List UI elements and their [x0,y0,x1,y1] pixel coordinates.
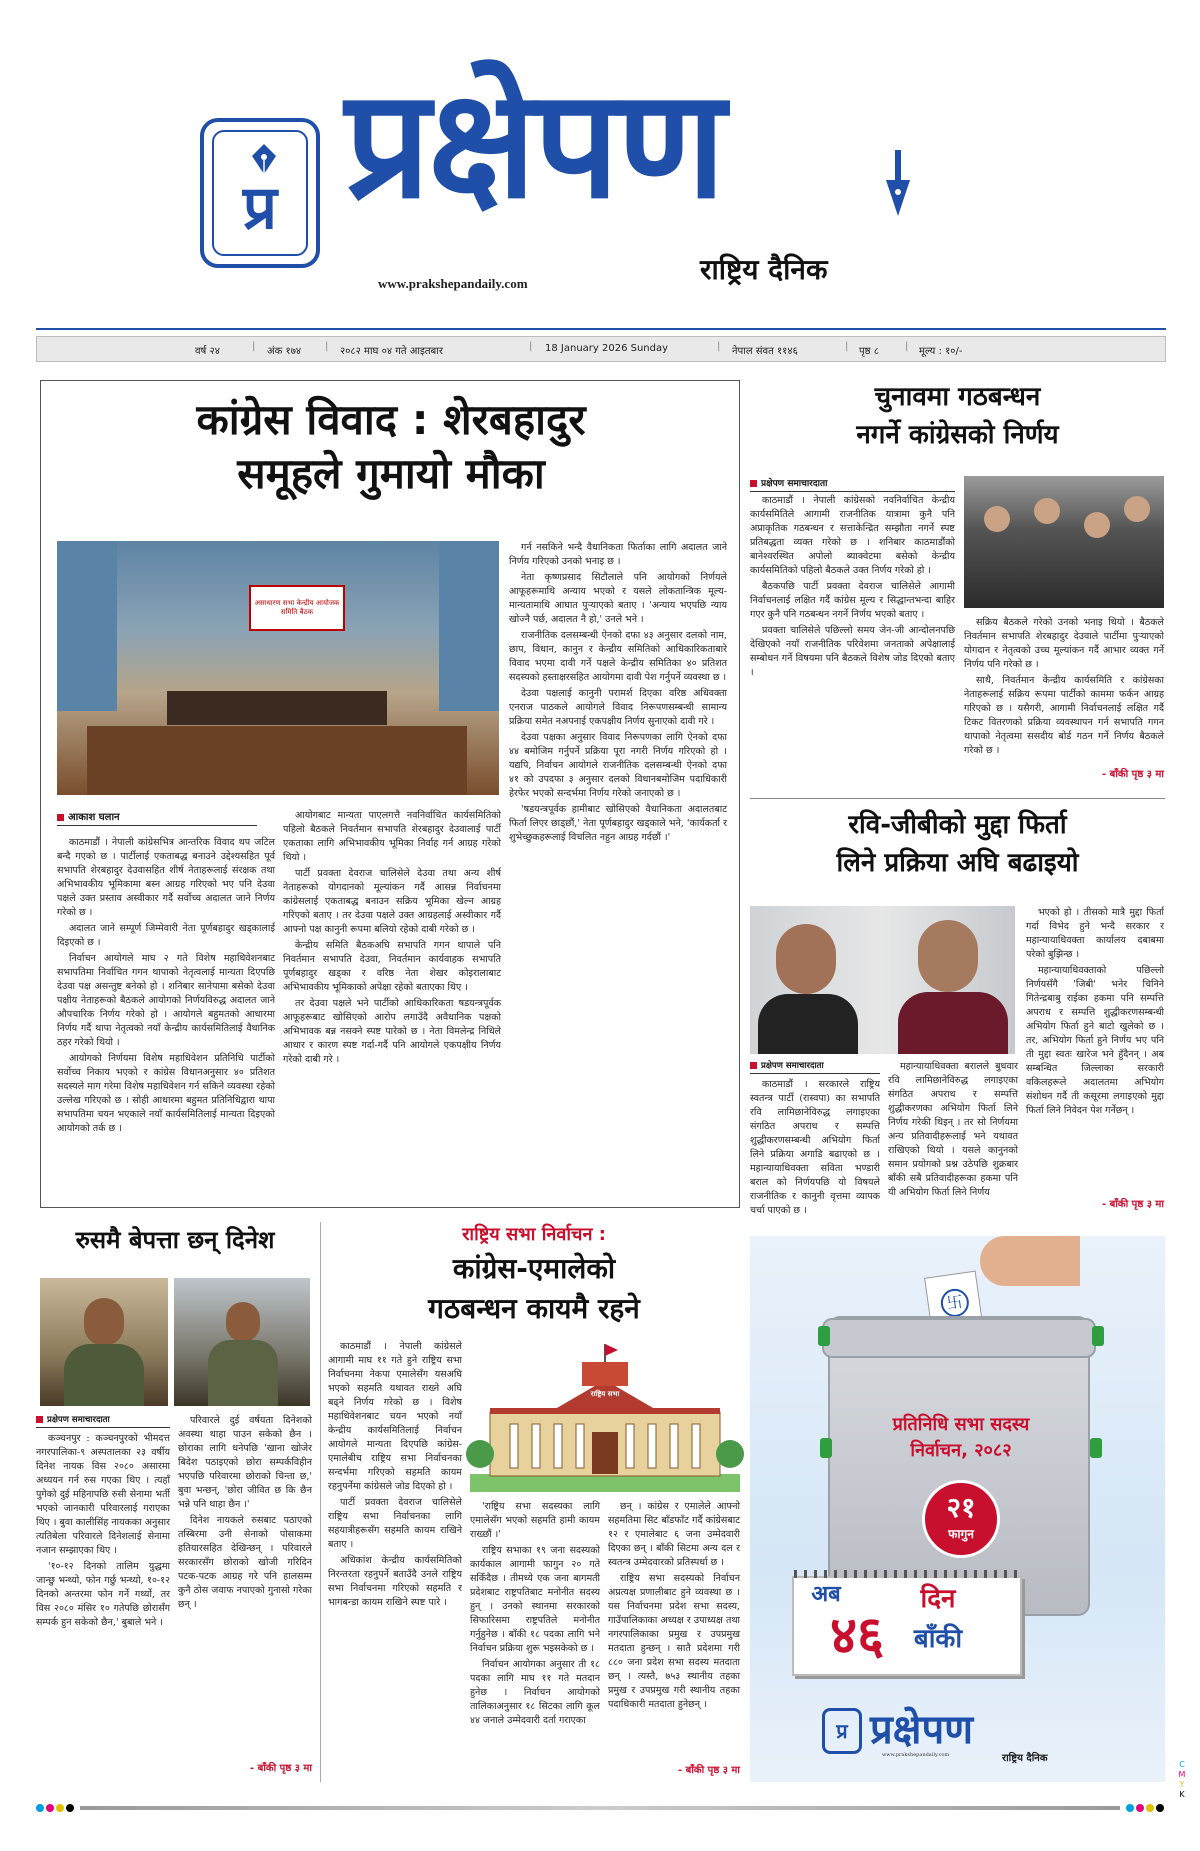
alliance-continued[interactable]: - बाँकी पृष्ठ ३ मा [1102,769,1164,780]
column-divider [320,1222,321,1782]
lead-col-2: आयोगबाट मान्यता पाएलगत्तै नवनिर्वाचित कार्यसमितिको पहिलो बैठकले निवर्तमान सभापति शेरबहादुर देउवालाई पार्टी एकताका लागि अभिभावकीय भूमिका निर्वाह गर्न आग्रह गरेको थियो । पार्टी प्रवक्ता देवराज चालिसेले देउवा तथा अन्य शीर्ष नेताहरूको योगदानको मूल्यांकन गर्दै आसन्न निर्वाचनमा कांग्रेसलाई एकताबद्ध बनाउन सक्रिय भूमिका खेल्न आग्रह गरिएको बताए । तर देउवा पक्षले उक्त आग्रहलाई अस्वीकार गर्दै आफ्नो पक्ष कानुनी रूपमा बलियो रहेको दाबी गरेको छ । केन्द्रीय समिति बैठकअघि सभापति गगन थापाले पनि निवर्तमान सभापति देउवा, निवर्तमान कार्यवाहक सभापति पूर्णबहादुर खड्का र वरिष्ठ नेता शेखर कोइरालाबाट अभिभावकीय भूमिकाको अपेक्षा रहेको बताएका थिए । तर देउवा पक्षले भने पार्टीको आधिकारिकता षडयन्त्रपूर्वक आफूहरूबाट खोसिएको आरोप लगाउँदै अवैधानिक पक्षको अभिभावक बन्न नसक्ने स्पष्ट पारेको छ । नेता विमलेन्द्र निधिले आधार र कारण स्पष्ट गर्दा-गर्दै पनि आयोगले एकपक्षीय निर्णय गरेको दाबी गरे । [283,810,501,1065]
info-bar: वर्ष २४ | अंक १७४ | २०८२ माघ ०४ गते आइतबार | 18 January 2026 Sunday | नेपाल संवत ११४६ | पृष्ठ ८ | मूल्य : १०/- [36,336,1166,362]
ad-title-1: प्रतिनिधि सभा सदस्य [892,1414,1030,1435]
lead-story [40,380,740,1208]
ad-brand-name: प्रक्षेपण [870,1707,974,1753]
ad-brand [822,1700,1122,1776]
na-headline-2: गठबन्धन कायमै रहने [428,1292,640,1325]
website-url[interactable]: www.prakshepandaily.com [378,276,528,291]
date-number: २१ [946,1491,976,1524]
dinesh-col-1: कञ्चनपुर : कञ्चनपुरको भीमदत्त नगरपालिका-९ अस्पतालका २३ वर्षीय दिनेश नायक विस २०८० असारमा अध्ययन गर्न रुस गएका थिए । त्यहाँ पुगेको दुई महिनापछि रुसी सेनामा भर्ती भएको जानकारी परिवारलाई गराएका थिए । बुवा कालीसिंह नायकका अनुसार त्यतिबेला परिवारले दिनेशलाई सेनामा नजान सम्झाएका थिए । '१०-१२ दिनको तालिम युद्धमा जान्छु भन्थ्यो, फोन गर्छु भन्थ्यो, १०-१२ दिनको अन्तरमा फोन गर्ने गर्थ्यो, तर विस २०८० मंसिर १० गतेपछि छोरासँग सम्पर्क हुन सकेको छैन,' बुबाले भने । [36,1433,170,1628]
na-kicker: राष्ट्रिय सभा निर्वाचन : [462,1224,606,1245]
rabi-headline-1: रवि-जीबीको मुद्दा फिर्ता [848,810,1067,840]
countdown-prefix: अब [811,1582,841,1607]
meeting-banner: असाधारण सभा केन्द्रीय आयोजक समिति बैठक [249,585,345,631]
registration-dots-left [36,1804,76,1812]
dinesh-byline: प्रक्षेपण समाचारदाता [36,1414,170,1428]
rabi-byline: प्रक्षेपण समाचारदाता [750,1060,880,1074]
na-col-3: छन् । कांग्रेस र एमालेले आफ्नो सहमतिमा सिट बाँडफाँट गर्दै कांग्रेसबाट १२ र एमालेबाट ६ जना उम्मेदवारी दिएका छन् । बाँकी सिटमा अन्य दल र स्वतन्त्र उम्मेदवारको प्रतिस्पर्धा छ । राष्ट्रिय सभा सदस्यको निर्वाचन अप्रत्यक्ष प्रणालीबाट हुने व्यवस्था छ । यस निर्वाचनमा प्रदेश सभा सदस्य, गाउँपालिकाका अध्यक्ष र उपाध्यक्ष तथा नगरपालिकाका प्रमुख र उपप्रमुख मतदाता हुन्छन् । सातै प्रदेशमा गरी ८८० जना प्रदेश सभा सदस्य मतदाता छन् । त्यस्तै, ७५३ स्थानीय तहका प्रमुख र उपप्रमुख गरी स्थानीय तहका पदाधिकारी मतदाता हुनेछन् । [608,1501,740,1710]
nepali-date: २०८२ माघ ०४ गते आइतबार [340,346,443,357]
title-nib-icon [880,150,916,220]
bottom-rule [80,1806,1120,1810]
cmyk-marks: C M Y K [1178,1760,1186,1799]
dinesh-continued[interactable]: - बाँकी पृष्ठ ३ मा [250,1763,312,1774]
parliament-building-illustration [470,1342,740,1492]
ad-title-2: निर्वाचन, २०८२ [910,1440,1012,1461]
ad-logo: प्र [822,1708,862,1754]
lead-col-3: गर्न नसकिने भन्दै वैधानिकता फिर्ताका लागि अदालत जाने निर्णय गरिएको उनको भनाइ छ । नेता कृष्णप्रसाद सिटौलाले पनि आयोगको निर्णयले आफूहरूमाथि अन्याय भएको र यसले लोकतान्त्रिक मूल्य-मान्यतामाथि आघात पुऱ्याएको बताए । 'अन्याय भएपछि न्याय खोज्नै पर्छ, अदालत नै हो,' उनले भने । राजनीतिक दलसम्बन्धी ऐनको दफा ४३ अनुसार दलको नाम, छाप, विधान, कानुन र केन्द्रीय समितिको आधिकारिकताबारे विवाद भएमा दावी गर्ने पक्षले केन्द्रीय समितिका ४० प्रतिशत सदस्यको हस्ताक्षरसहित आयोगमा दावी पेश गर्नुपर्ने व्यवस्था छ । देउवा पक्षलाई कानुनी परामर्श दिएका वरिष्ठ अधिवक्ता एनराज पाठकले आयोगले विवाद निरूपणसम्बन्धी सामान्य प्रक्रिया समेत नअपनाई एकपक्षीय निर्णय सुनाएको दावी गरे । देउवा पक्षका अनुसार विवाद निरूपणका लागि ऐनको दफा ४४ बमोजिम गर्नुपर्ने प्रक्रिया पूरा नगरी निर्णय गरिएको हो । यद्यपि, निर्वाचन आयोगले राजनीतिक दलसम्बन्धी ऐनको दफा ४१ को उपदफा ३ अनुसार दलको विधानबमोजिम पदाधिकारी हेरफेर भएको सन्दर्भमा निर्णय गरेको जनाएको छ । 'षडयन्त्रपूर्वक हामीबाट खोसिएको वैधानिकता अदालतबाट फिर्ता लिएर छाड्छौं,' नेता पूर्णबहादुर खड्काले भने, 'कार्यकर्ता र शुभेच्छुकहरूलाई विचलित नहुन आग्रह गर्दछौं ।' [509,542,727,843]
masthead-rule [36,328,1166,330]
rabi-continued[interactable]: - बाँकी पृष्ठ ३ मा [1102,1199,1164,1210]
rabi-story [750,806,1165,1216]
rabi-photo [750,906,1015,1054]
registration-dots-right [1126,1804,1166,1812]
election-ad [750,1236,1165,1782]
page-number: पृष्ठ ८ [859,346,879,357]
national-assembly-story [328,1222,740,1782]
rabi-col-2: महान्यायाधिवक्ता बरालले बुधवार रवि लामिछानेविरुद्ध लगाइएका संगठित अपराध र सम्पत्ति शुद्धीकरणका अभियोग फिर्ता लिने निर्णय गरेकी थिइन् । तर सो निर्णयमा अन्य प्रतिवादीहरूलाई भने यथावत राखिएको थियो । यसले कानुनको समान प्रयोगको प्रश्न उठेपछि शुक्रबार बाँकी सबै प्रतिवादीहरूका हकमा पनि यी अभियोग फिर्ता लिने निर्णय [888,1061,1018,1198]
lead-byline: आकाश घलान [57,809,257,826]
na-col-1: काठमाडौं । नेपाली कांग्रेसले आगामी माघ ११ गते हुने राष्ट्रिय सभा निर्वाचनमा नेकपा एमालेसँग यसअघि भएको सहमति यथावत राख्ने अघि बढ्ने निर्णय गरेको छ । विशेष महाधिवेशनबाट चयन भएको नयाँ केन्द्रीय कार्यसमितिलाई निर्वाचन आयोगले मान्यता दिएपछि कांग्रेस-एमालेबीच राष्ट्रिय सभा निर्वाचनका सन्दर्भमा गरिएको सहमति कायम रहनुपर्नेमा कांग्रेसले जोड दिएको हो । पार्टी प्रवक्ता देवराज चालिसेले राष्ट्रिय सभा निर्वाचनका लागि सहयात्रीहरूसँग सहमति कायम राखिने बताए । अधिकांश केन्द्रीय कार्यसमितिको निरन्तरता रहनुपर्ने बताउँदै उनले राष्ट्रिय सभा निर्वाचनमा गरिएको सहमति र भागबन्डा कायम राखिने स्पष्ट पारे । [328,1341,462,1608]
countdown-number: ४६ [829,1606,885,1666]
rabi-col-3: भएको हो । तीसको मात्रै मुद्दा फिर्ता गर्दा विभेद हुने भन्दै सरकार र महान्यायाधिवक्ता कार्यालय दबाबमा परेको बुझिन्छ । महान्यायाधिवक्ताको पछिल्लो निर्णयसँगै 'जिबी' भनेर चिनिने गितेन्द्रबाबु राईका हकमा पनि सम्पत्ति अपराध र सम्पत्ति शुद्धीकरणसम्बन्धी अभियोग फिर्ता हुने बाटो खुलेको छ । तर, अभियोग फिर्ता हुने निर्णय भए पनि ती मुद्दा स्वतः खारेज भने हुँदैनन् । अब सम्बन्धित जिल्लाका सरकारी वकिलहरूले अदालतमा अभियोग संशोधन गर्दै ती कसूरमा लगाइएको मुद्दा फिर्ता लिने निवेदन पेश गर्नेछन् । [1026,907,1164,1116]
dinesh-headline: रुसमै बेपत्ता छन् दिनेश [75,1226,275,1254]
english-date: 18 January 2026 Sunday [545,343,669,354]
alliance-col-1: काठमाडौं । नेपाली कांग्रेसको नवनिर्वाचित केन्द्रीय कार्यसमितिले आगामी राजनीतिक यात्रामा कुनै पनि अप्राकृतिक गठबन्धन र सत्ताकेन्द्रित सम्झौता नगर्ने स्पष्ट प्रतिबद्धता व्यक्त गरेको छ । शनिबार काठमाडौंको बानेश्वरस्थित अपोलो ब्याक्वेटमा बसेको केन्द्रीय कार्यसमितिको पहिलो बैठकले उक्त निर्णय गरेको हो । बैठकपछि पार्टी प्रवक्ता देवराज चालिसेले आगामी निर्वाचनलाई लक्षित गर्दै कांग्रेस मूल्य र सिद्धान्तभन्दा बाहिर गएर कुनै पनि गठबन्धन नगर्ने निर्णय भएको बताए । प्रवक्ता चालिसेले पछिल्लो समय जेन-जी आन्दोलनपछि देखिएको नयाँ राजनीतिक परिवेशमा जनताको अपेक्षालाई सम्बोधन गर्ने विषयमा पनि बैठकले विशेष जोड दिएको बताए । [750,495,955,678]
na-col-2: 'राष्ट्रिय सभा सदस्यका लागि एमालेसँग भएको सहमति हामी कायम राख्छौं ।' राष्ट्रिय सभाका १९ जना सदस्यको कार्यकाल आगामी फागुन २० गते सकिँदैछ । तीमध्ये एक जना बागमती प्रदेशबाट राष्ट्रपतिबाट मनोनीत सदस्य हुन् । उनको स्थानमा सरकारको सिफारिसमा राष्ट्रपतिले मनोनीत गर्नुहुनेछ । बाँकी १८ पदका लागि भने निर्वाचन प्रक्रिया शुरू भइसकेको छ । निर्वाचन आयोगका अनुसार ती १८ पदका लागि माघ ११ गते मतदान हुनेछ । निर्वाचन आयोगको तालिकाअनुसार १८ सिटका लागि कूल ४४ जनाले उम्मेदवारी दर्ता गराएका [470,1501,600,1726]
election-date-badge [922,1480,1000,1558]
countdown-unit-1: दिन [920,1584,956,1614]
divider [750,798,1165,799]
na-continued[interactable]: - बाँकी पृष्ठ ३ मा [678,1765,740,1776]
alliance-col-2: सक्रिय बैठकले गरेको उनको भनाइ थियो । बैठकले निवर्तमान सभापति शेरबहादुर देउवाले पार्टीमा पुऱ्याएको योगदान र नेतृत्वको उच्च मूल्यांकन गर्दै आभार व्यक्त गर्ने निर्णय पनि गरेको छ । साथै, निवर्तमान केन्द्रीय कार्यसमिति र कांग्रेसका नेताहरूलाई सक्रिय रूपमा पार्टीको काममा फर्कन आग्रह गरिएको छ । यसैगरी, आगामी निर्वाचनलाई लक्षित गर्दै टिकट वितरणको प्रक्रिया व्यवस्थापन गर्न सभापति गगन थापाको नेतृत्वमा ससदीय बोर्ड गठन गर्ने निर्णय बैठकले गरेको छ । [964,617,1164,756]
logo-letter: प्र [242,173,278,243]
rabi-col-1: काठमाडौं । सरकारले राष्ट्रिय स्वतन्त्र पार्टी (रास्वपा) का सभापति रवि लामिछानेविरुद्ध लगाइएका संगठित अपराध र सम्पत्ति शुद्धीकरणसम्बन्धी अभियोग फिर्ता लिने प्रक्रिया अगाडि बढाएको छ । महान्यायाधिवक्ता सविता भण्डारी बराल को निर्णयपछि यो विषयले राजनीतिक र कानुनी वृत्तमा व्यापक चर्चा पाएको छ । [750,1079,880,1216]
logo-emblem [200,118,320,268]
building-label: राष्ट्रिय सभा [590,1390,620,1398]
dinesh-photo-1 [40,1278,168,1406]
rabi-headline-2: लिने प्रक्रिया अघि बढाइयो [836,848,1079,878]
lead-headline-2: समूहले गुमायो मौका [237,449,545,498]
alliance-story [750,380,1165,790]
newspaper-title: प्रक्षेपण [345,58,724,232]
alliance-headline-2: नगर्ने कांग्रेसको निर्णय [856,420,1059,450]
ad-brand-website: www.prakshepandaily.com [882,1752,950,1758]
alliance-byline: प्रक्षेपण समाचारदाता [750,476,955,492]
issue: अंक १७४ [267,346,302,357]
lead-headline-1: कांग्रेस विवाद : शेरबहादुर [196,395,586,444]
newspaper-tagline: राष्ट्रिय दैनिक [700,253,828,286]
alliance-photo [964,476,1164,608]
dinesh-photo-2 [174,1278,310,1406]
countdown-unit-2: बाँकी [913,1624,963,1654]
dinesh-story [36,1222,314,1782]
lead-photo [57,541,499,795]
ad-brand-tagline: राष्ट्रिय दैनिक [1002,1753,1048,1764]
nepal-sambat: नेपाल संवत ११४६ [732,346,798,357]
ballot-symbol: 卐 [939,1287,971,1319]
price: मूल्य : १०/- [919,346,963,357]
hand-illustration [980,1236,1080,1286]
lead-col-1: काठमाडौं । नेपाली कांग्रेसभित्र आन्तरिक विवाद थप जटिल बन्दै गएको छ । पार्टीलाई एकताबद्ध बनाउने उद्देश्यसहित पूर्व सभापति शेरबहादुर देउवासहित शीर्ष नेताहरूलाई संरक्षक तथा अभिभावकीय भूमिकामा बस्न आग्रह गरिएको भए पनि देउवा पक्षले उक्त प्रस्ताव अस्वीकार गर्दै सर्वोच्च अदालत जाने निर्णय गरेको छ । अदालत जाने सम्पूर्ण जिम्मेवारी नेता पूर्णबहादुर खड्कालाई दिइएको छ । निर्वाचन आयोगले माघ २ गते विशेष महाधिवेशनबाट सभापतिमा निर्वाचित गगन थापाको नेतृत्वलाई मान्यता दिएपछि देउवा पक्ष असन्तुष्ट बनेको हो । शनिबार सानेपामा बसेको देउवा पक्षीय नेताहरूको बैठकले आयोगको निर्णयविरुद्ध अदालत जाने औपचारिक निर्णय गरेको हो । आयोगले बहुमतको आधारमा निर्णय गर्दै थापा नेतृत्वको नयाँ केन्द्रीय कार्यसमितिलाई वैधानिक ठहर गरेको थियो । आयोगको निर्णयमा विशेष महाधिवेशन प्रतिनिधि पार्टीको सर्वोच्च निकाय भएको र कांग्रेस विधानअनुसार ४० प्रतिशत सदस्यले माग गरेमा विशेष महाधिवेशन गर्न सकिने व्यवस्था रहेको उल्लेख गरिएको छ । सोही आधारमा बहुमत प्रतिनिधिद्वारा थापा सभापतिमा चयन भएकाले नयाँ कार्यसमितिलाई मान्यता दिइएको आयोगको तर्क छ । [57,837,275,1134]
date-month: फागुन [948,1527,974,1541]
na-headline-1: कांग्रेस-एमालेको [452,1252,616,1285]
alliance-headline-1: चुनावमा गठबन्धन [874,382,1041,412]
countdown-calendar [792,1576,1022,1676]
masthead [0,0,1200,330]
volume: वर्ष २४ [195,346,220,357]
dinesh-col-2: परिवारले दुई वर्षयता दिनेशको अवस्था थाहा पाउन सकेको छैन । छोराका लागि धनेपछि 'खाना खोजेर बिदेश पठाइएको छोरा सम्पर्कविहीन भएपछि परिवारमा छोराको चिन्ता छ,' बुवा भन्छन्, 'छोरा जीवित छ कि छैन भन्ने पनि थाहा छैन ।' दिनेश नायकले रुसबाट पठाएको तस्बिरमा उनी सेनाको पोसाकमा हतियारसहित देखिन्छन् । परिवारले सरकारसँग छोराको खोजी गरिदिन पटक-पटक आग्रह गरे पनि हालसम्म कुनै ठोस जवाफ नपाएको गुनासो गरेका छन् । [178,1415,312,1610]
